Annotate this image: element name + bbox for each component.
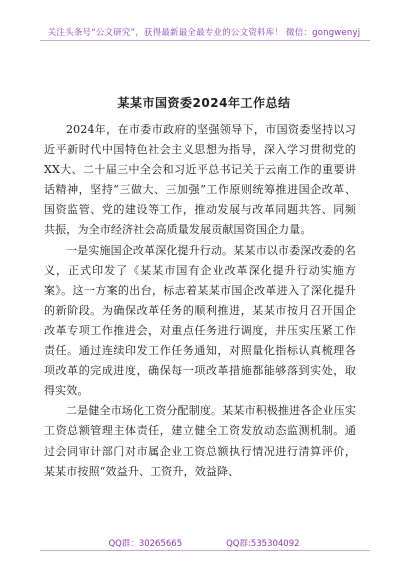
paragraph-intro: 2024年，在市委市政府的坚强领导下，市国资委坚持以习近平新时代中国特色社会主义思想为指导，深入学习贯彻党的XX大、二十届三中全会和习近平总书记关于云南工作的重要讲话精神，坚持“三做大、三加强”工作原则统筹推进国企改革、国资监管、党的建设等工作，推动发展与改革同题共答、同频共振，为全市经济社会高质量发展贡献国资国企力量。 [44,123,356,237]
footer-qq-group-1: QQ群：30265665 [108,539,183,549]
paragraph-soe-reform: 一是实施国企改革深化提升行动。某某市以市委深改委的名义，正式印发了《某某市国有企业改革深化提升行动实施方案》。这一方案的出台，标志着某某市国企改革进入了深化提升的新阶段。为确保改革任务的顺利推进，某某市按月召开国企改革专项工作推进会，对重点任务进行调度，并压实压紧工作责任。通过连续印发工作任务通知，对照量化指标认真梳理各项改革的完成进度，确保每一项改革措施都能够落到实处，取得实效。 [44,243,356,398]
document-title: 某某市国资委2024年工作总结 [117,96,291,110]
footer-divider [40,550,370,551]
promo-banner: 关注头条号“公文研究”，获得最新最全最专业的公文资料库！ 微信：gongwenyj [47,28,361,38]
header-divider [40,40,370,41]
footer-contacts [0,537,408,549]
paragraph-wage-system: 二是健全市场化工资分配制度。某某市积极推进各企业压实工资总额管理主体责任，建立健全工资发放动态监测机制。通过会同审计部门对市属企业工资总额执行情况进行清算评价，某某市按照“效益升、工资升，效益降、 [44,404,356,478]
footer-qq-group-2: QQ群:535304092 [226,539,300,549]
document-body [44,120,356,482]
